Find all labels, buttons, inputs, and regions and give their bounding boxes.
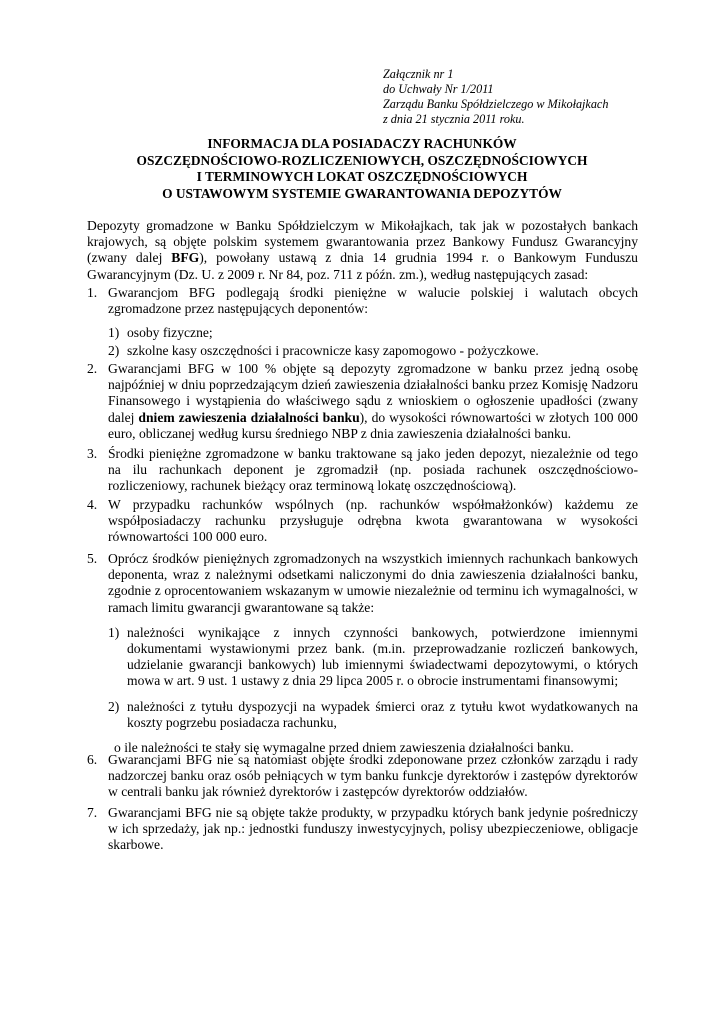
item-tail-text: o ile należności te stały się wymagalne przed dniem zawieszenia działalności banku. xyxy=(114,740,574,756)
item-number: 2. xyxy=(87,361,98,376)
item-text: Gwarancjom BFG podlegają środki pieniężne w walucie polskiej i walutach obcych zgromadzone przez następujących deponentów: xyxy=(108,285,638,317)
sub-item-text: szkolne kasy oszczędności i pracownicze kasy zapomogowo - pożyczkowe. xyxy=(127,342,539,358)
title-line: INFORMACJA DLA POSIADACZY RACHUNKÓW xyxy=(207,136,517,151)
title-line: OSZCZĘDNOŚCIOWO-ROZLICZENIOWYCH, OSZCZĘDNOŚCIOWYCH xyxy=(136,152,588,168)
annex-line: z dnia 21 stycznia 2011 roku. xyxy=(383,112,525,126)
item-number: 7. xyxy=(87,805,98,820)
title-line: O USTAWOWYM SYSTEMIE GWARANTOWANIA DEPOZYTÓW xyxy=(162,185,562,201)
title-line: I TERMINOWYCH LOKAT OSZCZĘDNOŚCIOWYCH xyxy=(196,169,528,184)
item-number: 6. xyxy=(87,752,98,767)
sub-item-number: 1) xyxy=(108,325,120,341)
item-text xyxy=(108,361,638,442)
annex-line: Zarządu Banku Spółdzielczego w Mikołajkach xyxy=(383,97,609,111)
item-number: 3. xyxy=(87,446,98,461)
item-text: Środki pieniężne zgromadzone w banku traktowane są jako jeden depozyt, niezależnie od tego na ilu rachunkach deponent je zgromadził (np. posiada rachunek oszczędnościowo-rozliczeniowy, rachunek bieżący oraz terminową lokatę oszczędnościową). xyxy=(108,446,638,494)
document-title xyxy=(60,136,664,202)
item-text: W przypadku rachunków wspólnych (np. rachunków współmałżonków) każdemu ze współposiadaczy rachunku przysługuje odrębna kwota gwarantowana w wysokości równowartości 100 000 euro. xyxy=(108,497,638,545)
sub-item xyxy=(108,699,638,731)
sub-item xyxy=(108,625,638,690)
list-item xyxy=(87,285,638,359)
sub-item-number: 1) xyxy=(108,624,120,640)
list-item xyxy=(87,446,638,495)
sub-item-text: osoby fizyczne; xyxy=(127,325,213,341)
item-text: Oprócz środków pieniężnych zgromadzonych na wszystkich imiennych rachunkach bankowych deponenta, wraz z należnymi odsetkami naliczonymi do dnia zawieszenia działalności banku, zgodnie z oprocentowaniem wskazanym w umowie niezależnie od terminu ich wymagalności, w ramach limitu gwarancji gwarantowane są także: xyxy=(108,551,638,615)
item-number: 5. xyxy=(87,551,98,566)
sub-item-text: należności wynikające z innych czynności bankowych, potwierdzone imiennymi dokumentami wystawionymi przez bank. (m.in. przeprowadzanie rozliczeń bankowych, udzielanie gwarancji bankowych) lub imiennymi świadectwami depozytowymi, o których mowa w art. 9 ust. 1 ustawy z dnia 29 lipca 2005 r. o obrocie instrumentami finansowymi; xyxy=(127,624,638,689)
sub-item-text: należności z tytułu dyspozycji na wypadek śmierci oraz z tytułu kwot wydatkowanych na koszty pogrzebu posiadacza rachunku, xyxy=(127,698,638,730)
annex-line: Załącznik nr 1 xyxy=(383,67,454,81)
list-item xyxy=(87,752,638,801)
item-bold-text: dniem zawieszenia działalności banku xyxy=(138,409,360,425)
list-item xyxy=(87,805,638,854)
item-text: Gwarancjami BFG nie są natomiast objęte środki zdeponowane przez członków zarządu i rady nadzorczej banku oraz osób pełniących w tym banku funkcje dyrektorów i zastępów dyrektorów w centrali banku jak również dyrektorów i zastępców dyrektorów oddziałów. xyxy=(108,752,638,800)
intro-bold-bfg: BFG xyxy=(171,250,200,266)
item-text-part: Gwarancjami BFG w 100 % objęte są depozyty zgromadzone w banku przez jedną osobę najpóźniej w dniu poprzedzającym dzień zawieszenia działalności banku przez Komisję Nadzoru Finansowego i wystąpienia do właściwego sądu z wnioskiem o ogłoszenie upadłości (zwany dalej xyxy=(108,361,638,425)
sub-item-number: 2) xyxy=(108,342,120,358)
intro-paragraph xyxy=(87,218,638,283)
list-item xyxy=(87,551,638,756)
item-number: 1. xyxy=(87,285,98,300)
annex-header xyxy=(383,67,608,127)
annex-line: do Uchwały Nr 1/2011 xyxy=(383,82,494,96)
intro-text: ), powołany ustawą z dnia 14 grudnia 1994 r. o Bankowym Funduszu Gwarancyjnym (Dz. U. z 2009 r. Nr 84, poz. 711 z późn. zm.), według następujących zasad: xyxy=(87,250,638,282)
item-text: Gwarancjami BFG nie są objęte także produkty, w przypadku których bank jedynie pośredniczy w ich sprzedaży, jak np.: jednostki funduszy inwestycyjnych, polisy ubezpieczeniowe, obligacje skarbowe. xyxy=(108,805,638,853)
sub-item-number: 2) xyxy=(108,698,120,714)
sub-item xyxy=(108,325,638,341)
list-item xyxy=(87,361,638,442)
item-number: 4. xyxy=(87,497,98,512)
item-text-part: ), do wysokości równowartości w złotych 100 000 euro, obliczanej według kursu średniego NBP z dnia zawieszenia działalności banku. xyxy=(108,409,638,441)
list-item xyxy=(87,497,638,546)
intro-text: Depozyty gromadzone w Banku Spółdzielczym w Mikołajkach, tak jak w pozostałych bankach krajowych, są objęte polskim systemem gwarantowania przez Bankowy Fundusz Gwarancyjny (zwany dalej xyxy=(87,218,638,266)
sub-item xyxy=(108,343,638,359)
